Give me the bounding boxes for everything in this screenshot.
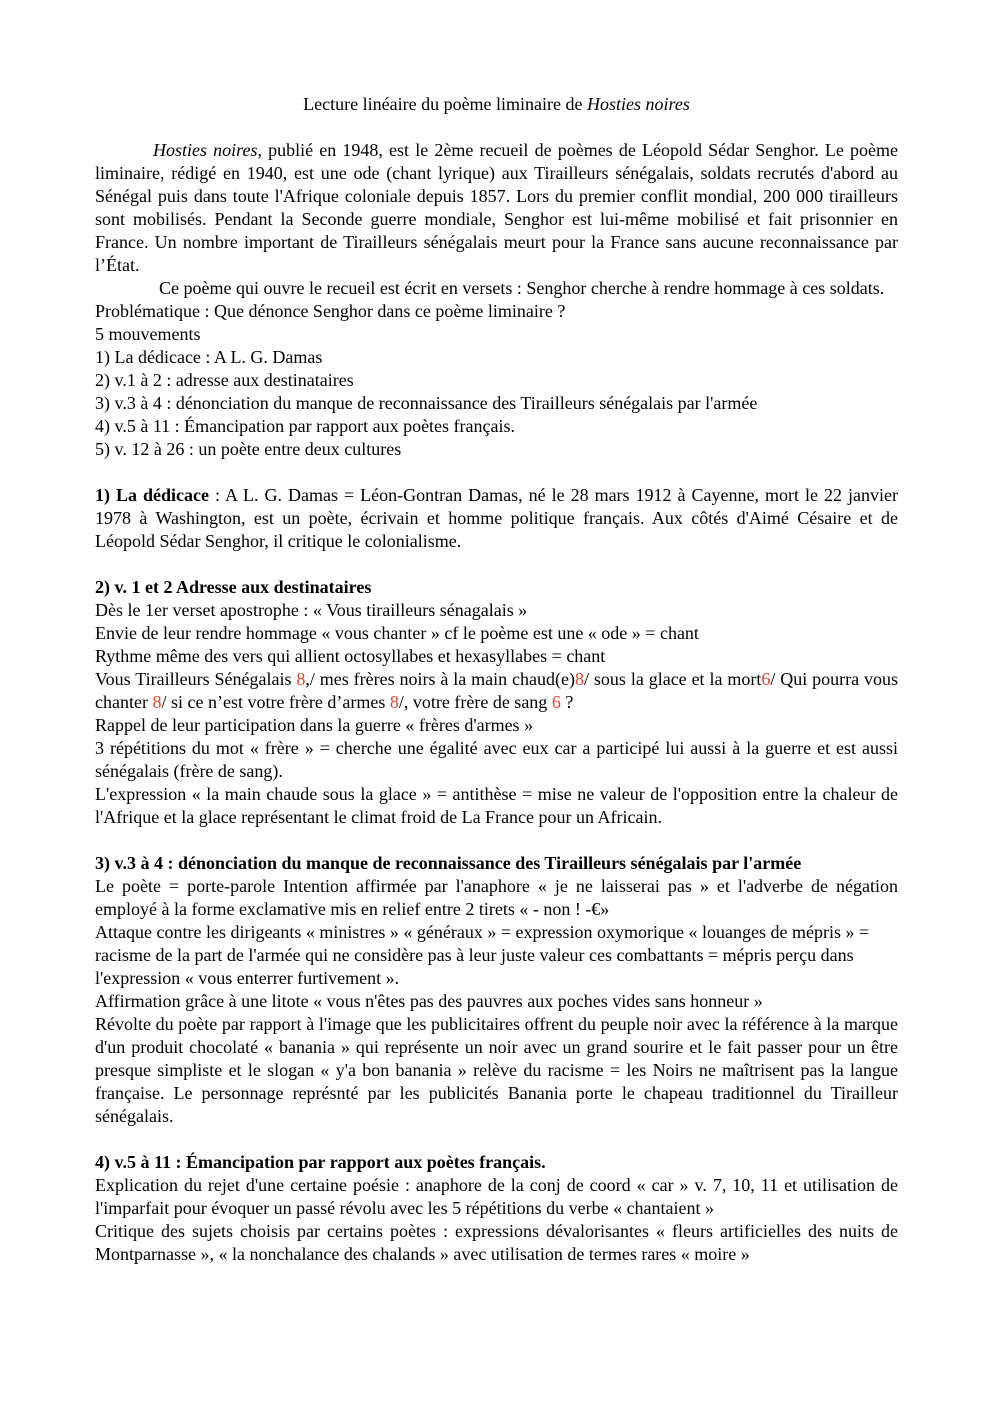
intro-paragraph-2: Ce poème qui ouvre le recueil est écrit en versets : Senghor cherche à rendre hommage à ces soldats.	[159, 278, 885, 298]
movement-item: 3) v.3 à 4 : dénonciation du manque de reconnaissance des Tirailleurs sénégalais par l'armée	[95, 393, 758, 413]
section-2-line: Rappel de leur participation dans la guerre « frères d'armes »	[95, 715, 534, 735]
section-4-heading: 4) v.5 à 11 : Émancipation par rapport aux poètes français.	[95, 1152, 546, 1172]
document-title: Lecture linéaire du poème liminaire de Hosties noires	[303, 94, 690, 114]
syllable-count: 8	[389, 692, 399, 712]
movement-item: 2) v.1 à 2 : adresse aux destinataires	[95, 370, 354, 390]
section-4-line: Explication du rejet d'une certaine poésie : anaphore de la conj de coord « car » v. 7, 10, 11 et utilisation de l'imparfait pour évoquer un passé révolu avec les 5 répétitions du verbe « chantaient »	[95, 1175, 898, 1218]
syllable-count: 8	[575, 669, 585, 689]
section-3-line: Affirmation grâce à une litote « vous n'êtes pas des pauvres aux poches vides sans honneur »	[95, 991, 763, 1011]
problematique: Problématique : Que dénonce Senghor dans ce poème liminaire ?	[95, 301, 566, 321]
section-2-line: Dès le 1er verset apostrophe : « Vous tirailleurs sénagalais »	[95, 600, 528, 620]
movement-item: 5) v. 12 à 26 : un poète entre deux cultures	[95, 439, 402, 459]
section-2-line: L'expression « la main chaude sous la glace » = antithèse = mise ne valeur de l'opposition entre la chaleur de l'Afrique et la glace représentant le climat froid de La France pour un Africain.	[95, 784, 898, 827]
document-page	[95, 93, 898, 1266]
section-4-line: Critique des sujets choisis par certains poètes : expressions dévalorisantes « fleurs artificielles des nuits de Montparnasse », « la nonchalance des chalands » avec utilisation de termes rares « moire »	[95, 1221, 898, 1264]
syllable-count: 6	[761, 669, 771, 689]
section-2-line: Envie de leur rendre hommage « vous chanter » cf le poème est une « ode » = chant	[95, 623, 699, 643]
intro-paragraph: Hosties noires, publié en 1948, est le 2ème recueil de poèmes de Léopold Sédar Senghor. Le poème liminaire, rédigé en 1940, est une ode (chant lyrique) aux Tirailleurs sénégalais, soldats recrutés d'abord au Sénégal puis dans toute l'Afrique coloniale depuis 1857. Lors du premier conflit mondial, 200 000 tirailleurs sont mobilisés. Pendant la Seconde guerre mondiale, Senghor est lui-même mobilisé et fait prisonnier en France. Un nombre important de Tirailleurs sénégalais meurt pour la France sans aucune reconnaissance par l’État.	[95, 140, 898, 275]
section-3-heading: 3) v.3 à 4 : dénonciation du manque de reconnaissance des Tirailleurs sénégalais par l'armée	[95, 853, 802, 873]
section-2-line: 3 répétitions du mot « frère » = cherche une égalité avec eux car a participé lui aussi à la guerre et est aussi sénégalais (frère de sang).	[95, 738, 898, 781]
section-2-line: Rythme même des vers qui allient octosyllabes et hexasyllabes = chant	[95, 646, 606, 666]
section-3-line: Révolte du poète par rapport à l'image que les publicitaires offrent du peuple noir avec la référence à la marque d'un produit chocolaté « banania » qui représente un noir avec un grand sourire et le fait passer pour un être presque simpliste et le slogan « y'a bon banania » relève du racisme = les Noirs ne maîtrisent pas la langue française. Le personnage représnté par les publicités Banania porte le chapeau traditionnel du Tirailleur sénégalais.	[95, 1014, 898, 1126]
movement-item: 1) La dédicace : A L. G. Damas	[95, 347, 323, 367]
movements-label: 5 mouvements	[95, 324, 201, 344]
syllable-count: 8	[296, 669, 306, 689]
movement-item: 4) v.5 à 11 : Émancipation par rapport aux poètes français.	[95, 416, 516, 436]
syllable-count: 8	[152, 692, 162, 712]
section-1: 1) La dédicace : A L. G. Damas = Léon-Gontran Damas, né le 28 mars 1912 à Cayenne, mort le 22 janvier 1978 à Washington, est un poète, écrivain et homme politique français. Aux côtés d'Aimé Césaire et de Léopold Sédar Senghor, il critique le colonialisme.	[95, 485, 898, 551]
verse-quote: Vous Tirailleurs Sénégalais 8,/ mes frères noirs à la main chaud(e)8/ sous la glace et la mort6/ Qui pourra vous chanter 8/ si ce n’est votre frère d’armes 8/, votre frère de sang 6 ?	[95, 669, 899, 712]
syllable-count: 6	[551, 692, 561, 712]
section-2-heading: 2) v. 1 et 2 Adresse aux destinataires	[95, 577, 372, 597]
title-italic: Hosties noires	[587, 94, 690, 114]
section-1-heading: 1) La dédicace	[95, 485, 209, 505]
section-3-line: Attaque contre les dirigeants « ministres » « généraux » = expression oxymorique « louanges de mépris » = racisme de la part de l'armée qui ne considère pas à leur juste valeur ces combattants = mépris perçu dans l'expression « vous enterrer furtivement ».	[95, 922, 870, 988]
section-3-line: Le poète = porte-parole Intention affirmée par l'anaphore « je ne laisserai pas » et l'adverbe de négation employé à la forme exclamative mis en relief entre 2 tirets « - non ! -€»	[95, 876, 898, 919]
